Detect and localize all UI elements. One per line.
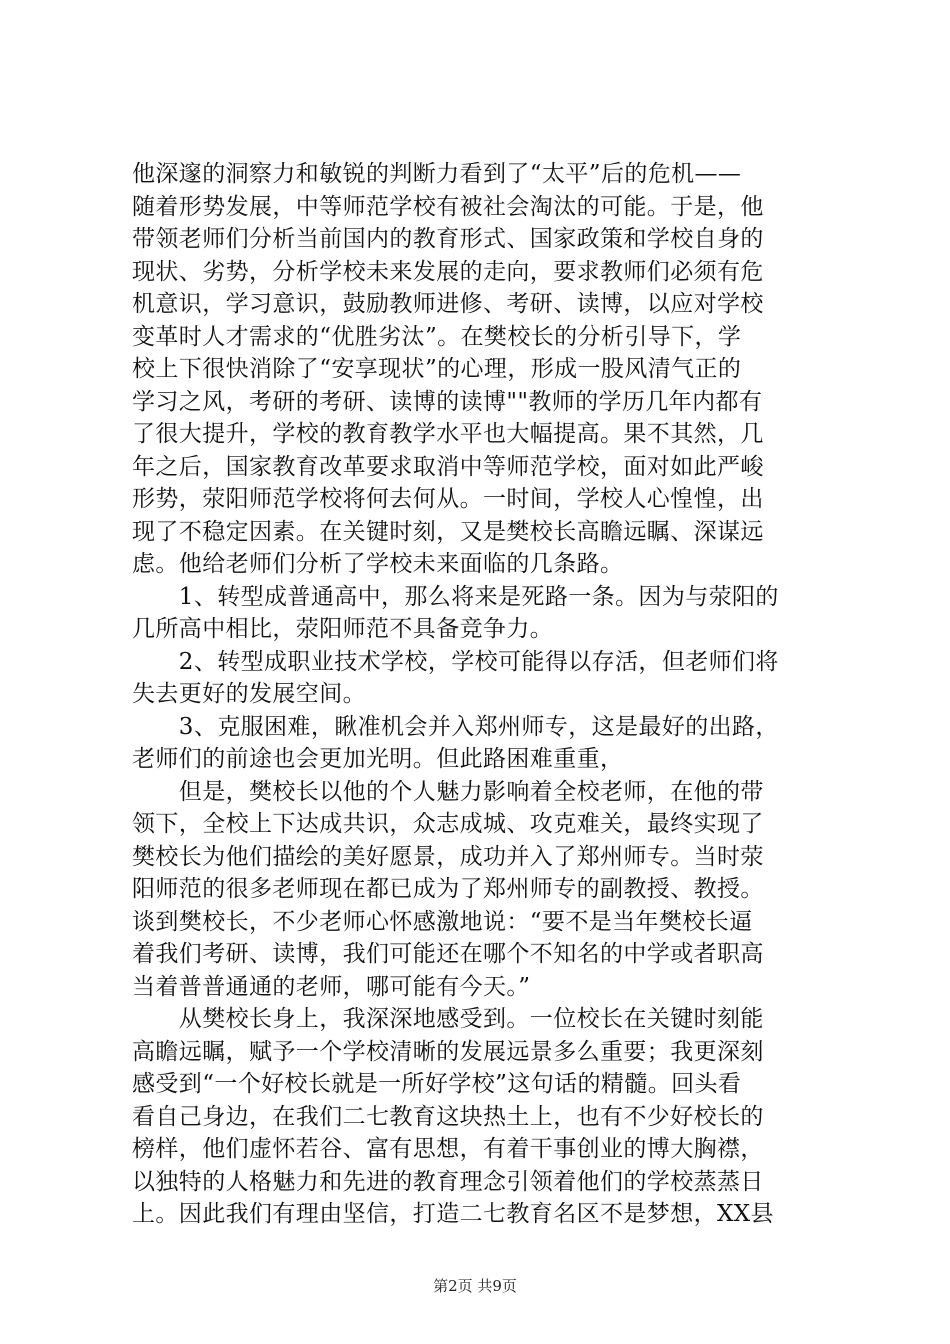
text-line: 他深邃的洞察力和敏锐的判断力看到了“太平”后的危机—— (132, 161, 742, 187)
text-line: 现状、劣势，分析学校未来发展的走向，要求教师们必须有危 (132, 258, 764, 285)
text-line: 了很大提升，学校的教育教学水平也大幅提高。果不其然，几 (132, 421, 764, 447)
text-line: 当着普普通通的老师，哪可能有今天。” (132, 973, 531, 1000)
text-line: 年之后，国家教育改革要求取消中等师范学校，面对如此严峻 (132, 453, 764, 480)
text-line: 带领老师们分析当前国内的教育形式、国家政策和学校自身的 (132, 226, 764, 252)
text-line: 但是，樊校长以他的个人魅力影响着全校老师，在他的带 (132, 778, 764, 805)
text-line: 榜样，他们虚怀若谷、富有思想，有着干事创业的博大胸襟， (132, 1136, 764, 1162)
text-line: 2、转型成职业技术学校，学校可能得以存活，但老师们将 (132, 648, 779, 675)
text-line: 校上下很快消除了“安享现状”的心理，形成一股风清气正的 (132, 356, 742, 382)
page-footer: 第2页 共9页 (433, 1277, 517, 1295)
text-line: 随着形势发展，中等师范学校有被社会淘汰的可能。于是，他 (132, 193, 764, 220)
text-line: 失去更好的发展空间。 (132, 681, 366, 707)
text-line: 几所高中相比，荥阳师范不具备竞争力。 (132, 616, 554, 642)
text-line: 高瞻远瞩，赋予一个学校清晰的发展远景多么重要；我更深刻 (132, 1038, 764, 1065)
text-line: 阳师范的很多老师现在都已成为了郑州师专的副教授、教授。 (132, 876, 764, 902)
text-line: 老师们的前途也会更加光明。但此路困难重重， (132, 746, 624, 772)
text-line: 学习之风，考研的考研、读博的读博""教师的学历几年内都有 (132, 388, 763, 415)
text-line: 1、转型成普通高中，那么将来是死路一条。因为与荥阳的 (132, 583, 779, 610)
text-line: 3、克服困难，瞅准机会并入郑州师专，这是最好的出路， (132, 713, 779, 740)
text-line: 现了不稳定因素。在关键时刻，又是樊校长高瞻远瞩、深谋远 (132, 518, 764, 545)
text-line: 变革时人才需求的“优胜劣汰”。在樊校长的分析引导下，学 (132, 323, 742, 350)
text-line: 机意识，学习意识，鼓励教师进修、考研、读博，以应对学校 (132, 291, 764, 317)
text-line: 樊校长为他们描绘的美好愿景，成功并入了郑州师专。当时荥 (132, 843, 764, 870)
text-line: 谈到樊校长，不少老师心怀感激地说：“要不是当年樊校长逼 (132, 908, 753, 935)
text-line: 感受到“一个好校长就是一所好学校”这句话的精髓。回头看 (132, 1071, 742, 1097)
text-line: 着我们考研、读博，我们可能还在哪个不知名的中学或者职高 (132, 941, 764, 967)
text-line: 形势，荥阳师范学校将何去何从。一时间，学校人心惶惶，出 (132, 486, 764, 512)
text-line: 从樊校长身上，我深深地感受到。一位校长在关键时刻能 (132, 1006, 764, 1032)
text-line: 上。因此我们有理由坚信，打造二七教育名区不是梦想，XX县 (132, 1201, 774, 1227)
text-line: 虑。他给老师们分析了学校未来面临的几条路。 (132, 551, 624, 577)
text-line: 看自己身边，在我们二七教育这块热土上，也有不少好校长的 (132, 1103, 764, 1130)
text-line: 领下，全校上下达成共识，众志成城、攻克难关，最终实现了 (132, 811, 764, 837)
text-line: 以独特的人格魅力和先进的教育理念引领着他们的学校蒸蒸日 (132, 1168, 764, 1195)
document-body (132, 158, 822, 1231)
